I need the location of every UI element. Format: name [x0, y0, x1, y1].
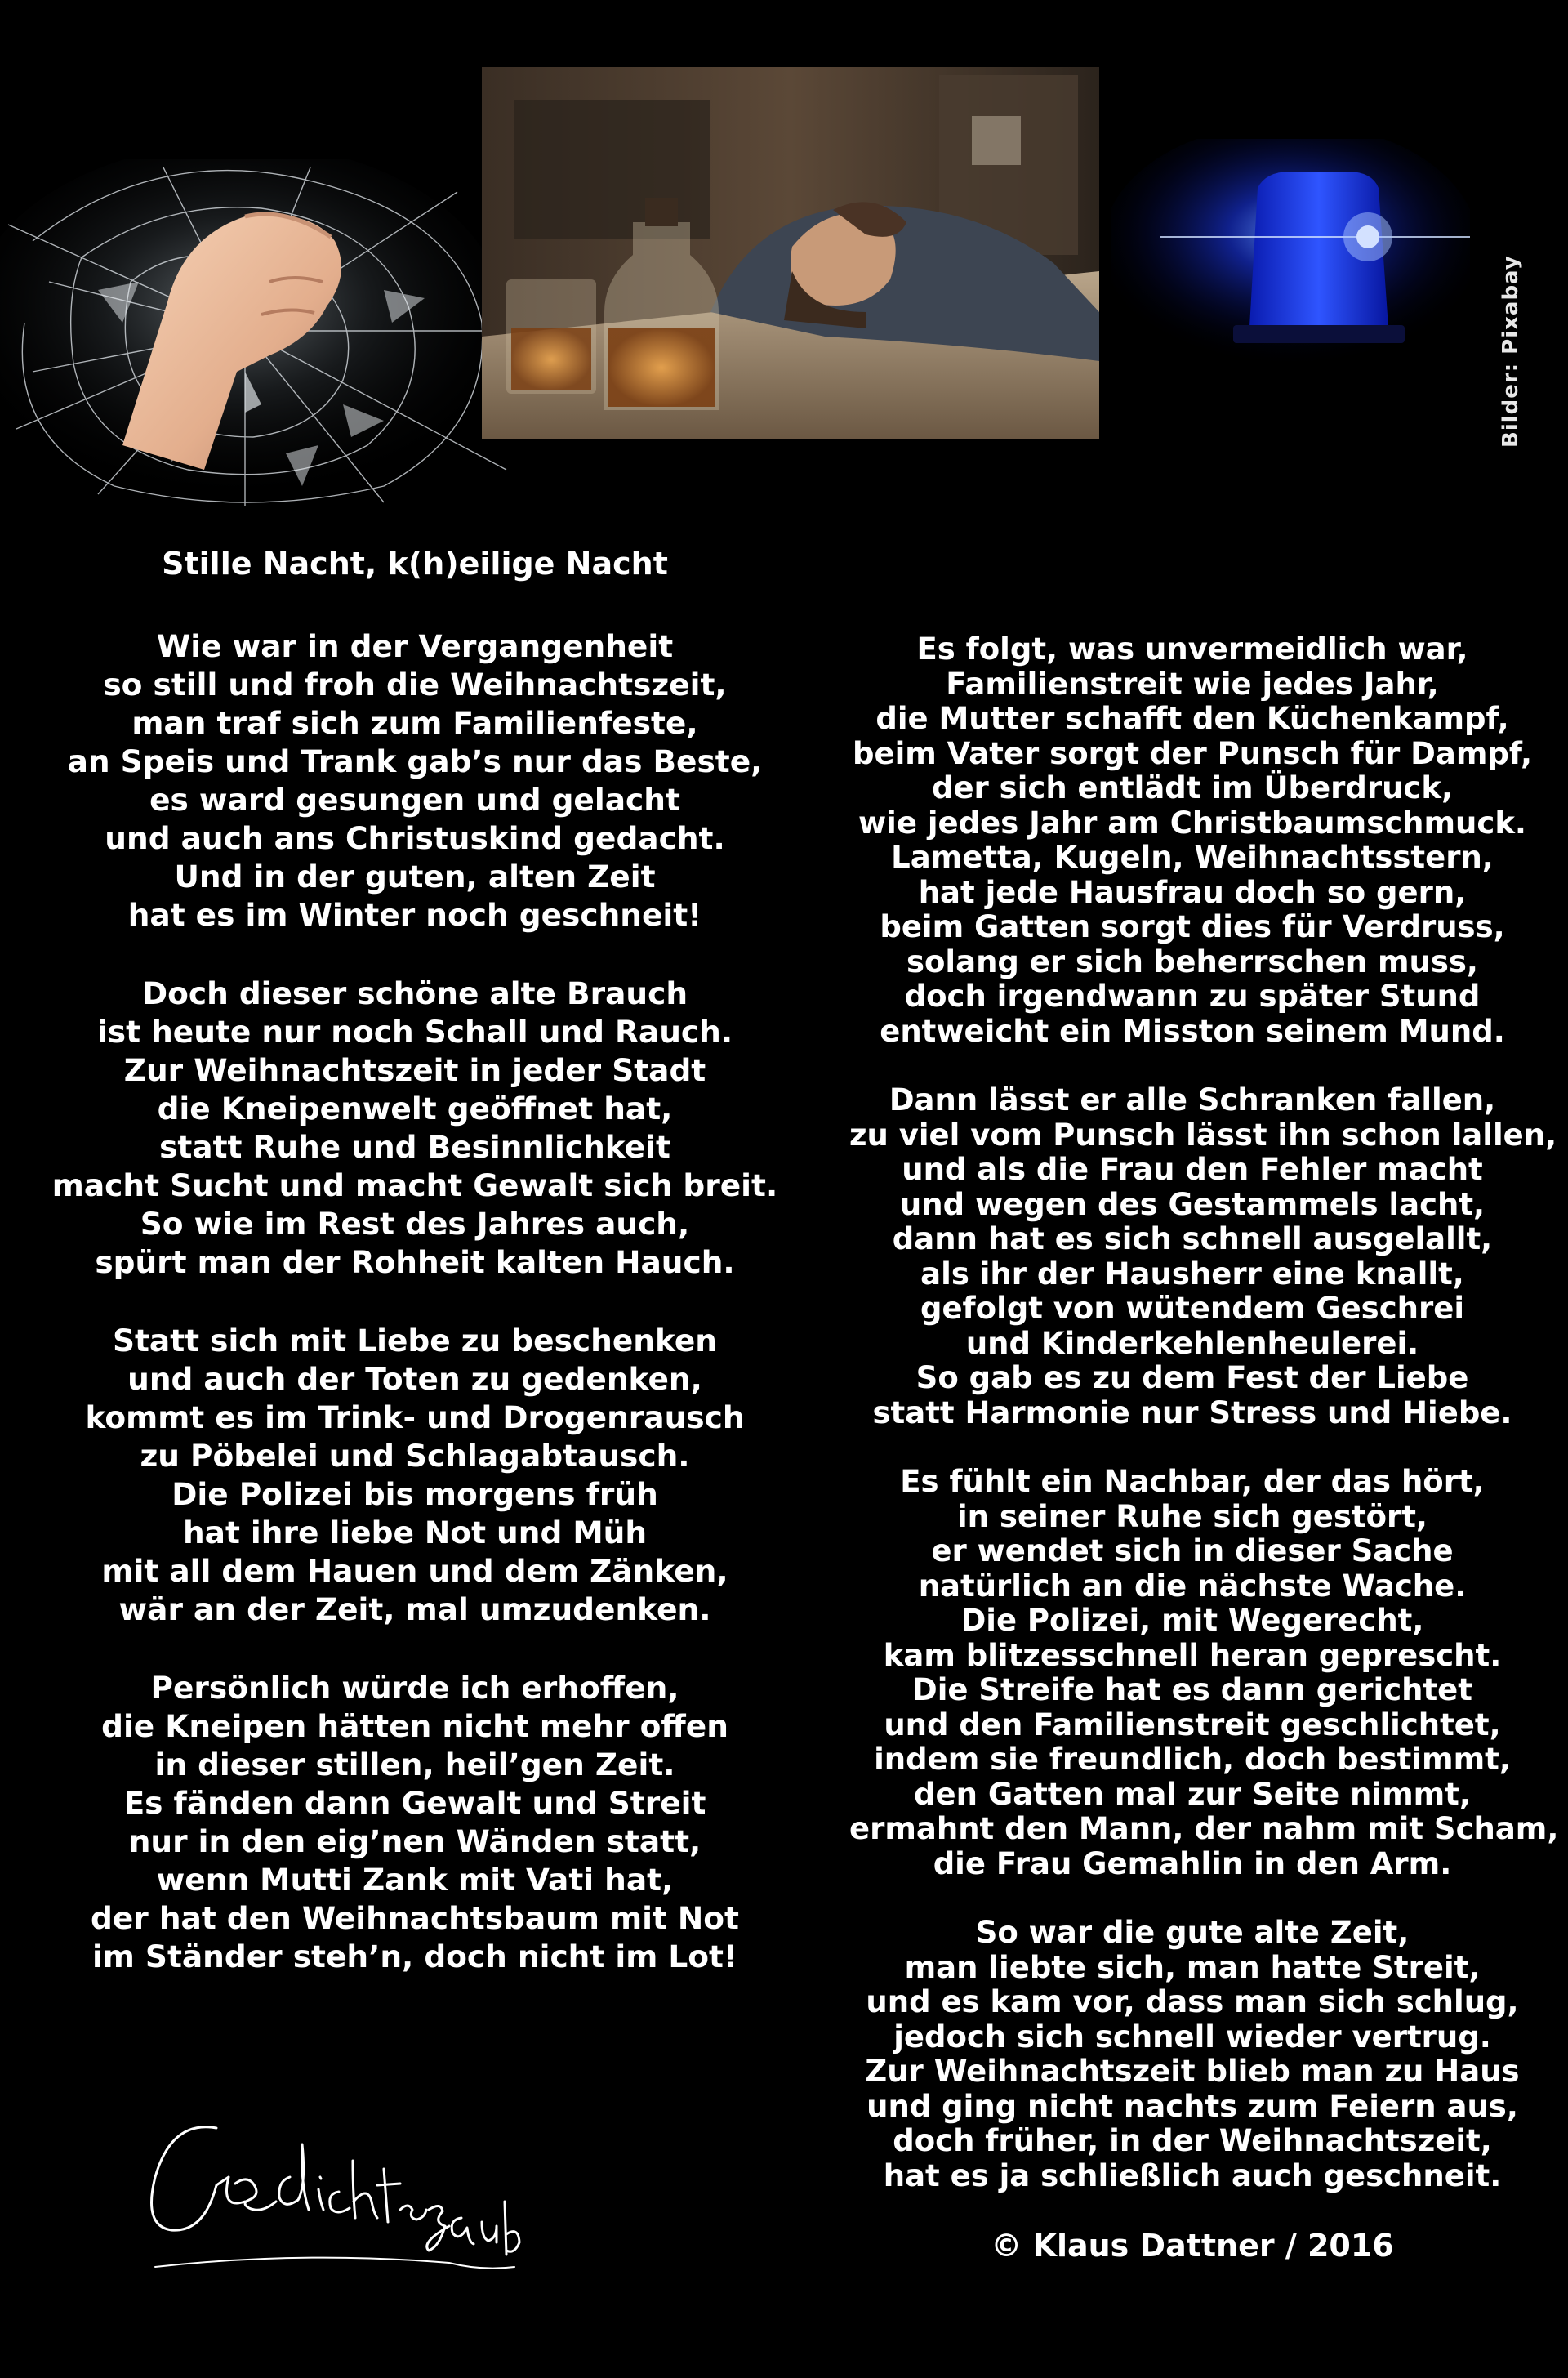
fist-breaking-glass-image [0, 159, 523, 511]
poem-line: als ihr der Hausherr eine knallt, [920, 1256, 1464, 1292]
poem-line: entweicht ein Misston seinem Mund. [880, 1013, 1505, 1049]
poem-line: und ging nicht nachts zum Feiern aus, [866, 2088, 1518, 2124]
poem-line: Dann lässt er alle Schranken fallen, [889, 1082, 1496, 1118]
poem-line: doch früher, in der Weihnachtszeit, [893, 2123, 1492, 2158]
poem-line: wie jedes Jahr am Christbaumschmuck. [858, 805, 1526, 841]
poem-line: den Gatten mal zur Seite nimmt, [914, 1776, 1471, 1812]
poem-line: und auch ans Christuskind gedacht. [105, 820, 725, 856]
poem-line: so still und froh die Weihnachtszeit, [103, 667, 727, 703]
poem-right-column [849, 631, 1559, 2264]
poem-line: im Ständer steh’n, doch nicht im Lot! [91, 1939, 738, 1974]
poem-line: indem sie freundlich, doch bestimmt, [874, 1742, 1511, 1777]
poem-title: Stille Nacht, k(h)eilige Nacht [162, 546, 668, 582]
poem-line: Wie war in der Vergangenheit [156, 628, 674, 664]
stanza [33, 627, 797, 935]
left-stanzas [33, 627, 797, 1976]
poem-line: die Mutter schafft den Küchenkampf, [875, 701, 1509, 736]
man-asleep-at-table-image [482, 67, 1099, 439]
poem-line: zu viel vom Punsch lässt ihn schon lallen, [849, 1117, 1557, 1153]
poem-line: solang er sich beherrschen muss, [906, 944, 1478, 979]
poem-line: Zur Weihnachtszeit in jeder Stadt [123, 1052, 706, 1088]
poem-line: und es kam vor, dass man sich schlug, [866, 1984, 1519, 2019]
poem-line: und den Familienstreit geschlichtet, [884, 1707, 1501, 1742]
poem-line: nur in den eig’nen Wänden statt, [128, 1823, 702, 1859]
copyright: © Klaus Dattner / 2016 [991, 2228, 1394, 2264]
poem-line: So wie im Rest des Jahres auch, [140, 1206, 690, 1242]
poem-line: man traf sich zum Familienfeste, [131, 705, 698, 741]
poem-line: Doch dieser schöne alte Brauch [141, 975, 688, 1011]
poem-line: So war die gute alte Zeit, [975, 1915, 1410, 1950]
poem-line: natürlich an die nächste Wache. [918, 1568, 1467, 1604]
poem-line: die Kneipen hätten nicht mehr offen [101, 1708, 728, 1744]
poem-line: der hat den Weihnachtsbaum mit Not [91, 1900, 739, 1936]
poem-line: Lametta, Kugeln, Weihnachtsstern, [891, 840, 1494, 875]
stanza [33, 1322, 797, 1629]
poem-line: So gab es zu dem Fest der Liebe [915, 1360, 1469, 1395]
poem-line: man liebte sich, man hatte Streit, [904, 1949, 1481, 1985]
stanza [849, 1916, 1535, 2193]
poem-line: Familienstreit wie jedes Jahr, [946, 666, 1439, 702]
stanza [849, 632, 1535, 1049]
poem-line: gefolgt von wütendem Geschrei [920, 1291, 1465, 1326]
poem-line: Es folgt, was unvermeidlich war, [916, 631, 1468, 667]
poem-line: wenn Mutti Zank mit Vati hat, [156, 1862, 674, 1898]
poem-line: ist heute nur noch Schall und Rauch. [96, 1014, 733, 1050]
poem-line: wär an der Zeit, mal umzudenken. [118, 1591, 711, 1627]
poem-line: macht Sucht und macht Gewalt sich breit. [51, 1167, 778, 1203]
poem-line: statt Harmonie nur Stress und Hiebe. [872, 1394, 1512, 1430]
poem-line: dann hat es sich schnell ausgelallt, [892, 1221, 1493, 1256]
poem-line: in seiner Ruhe sich gestört, [957, 1498, 1428, 1534]
poem-line: die Kneipenwelt geöffnet hat, [157, 1091, 673, 1127]
poem-line: statt Ruhe und Besinnlichkeit [159, 1129, 670, 1165]
poem-line: Die Polizei, mit Wegerecht, [960, 1603, 1424, 1638]
poem-line: und auch der Toten zu gedenken, [127, 1361, 702, 1397]
stanza [33, 1669, 797, 1976]
poem-line: Es fänden dann Gewalt und Streit [123, 1785, 706, 1821]
poem-line: zu Pöbelei und Schlagabtausch. [140, 1438, 690, 1474]
image-credit: Bilder: Pixabay [1499, 255, 1523, 448]
poem-line: und als die Frau den Fehler macht [902, 1152, 1483, 1187]
poem-line: kommt es im Trink- und Drogenrausch [85, 1399, 745, 1435]
poem-line: beim Vater sorgt der Punsch für Dampf, [852, 735, 1533, 771]
poem-line: und Kinderkehlenheulerei. [965, 1325, 1419, 1361]
poem-line: Statt sich mit Liebe zu beschenken [112, 1323, 718, 1359]
poem-line: Persönlich würde ich erhoffen, [150, 1670, 679, 1706]
poem-line: beim Gatten sorgt dies für Verdruss, [880, 909, 1505, 944]
poem-line: hat jede Hausfrau doch so gern, [918, 874, 1467, 910]
poem-line: Die Streife hat es dann gerichtet [912, 1672, 1472, 1707]
poem-line: spürt man der Rohheit kalten Hauch. [95, 1244, 735, 1280]
poem-line: hat ihre liebe Not und Müh [182, 1515, 648, 1550]
poem-line: es ward gesungen und gelacht [149, 782, 680, 818]
poem-line: hat es ja schließlich auch geschneit. [883, 2157, 1502, 2193]
poem-line: an Speis und Trank gab’s nur das Beste, [67, 743, 763, 779]
stanza [33, 975, 797, 1282]
poem-left-column [33, 546, 797, 2016]
poem-line: die Frau Gemahlin in den Arm. [933, 1845, 1452, 1881]
stanza [849, 1082, 1557, 1430]
poem-line: jedoch sich schnell wieder vertrug. [893, 2019, 1491, 2055]
poem-line: Die Polizei bis morgens früh [172, 1476, 658, 1512]
poem-line: er wendet sich in dieser Sache [931, 1533, 1454, 1568]
poem-line: doch irgendwann zu später Stund [904, 979, 1481, 1014]
blue-police-siren-image [1111, 139, 1470, 384]
poem-line: ermahnt den Mann, der nahm mit Scham, [849, 1811, 1559, 1846]
poem-line: Und in der guten, alten Zeit [174, 859, 656, 895]
poem-line: Es fühlt ein Nachbar, der das hört, [900, 1464, 1485, 1499]
right-stanzas [849, 631, 1559, 2193]
stanza [849, 1464, 1559, 1881]
poem-line: hat es im Winter noch geschneit! [127, 897, 702, 933]
gedichtezauber-signature-logo [139, 2087, 523, 2291]
poem-line: kam blitzesschnell heran geprescht. [883, 1637, 1502, 1673]
poem-line: der sich entlädt im Überdruck, [931, 770, 1454, 805]
poem-line: mit all dem Hauen und dem Zänken, [101, 1553, 728, 1589]
poem-line: in dieser stillen, heil’gen Zeit. [154, 1747, 675, 1782]
poem-line: und wegen des Gestammels lacht, [899, 1186, 1486, 1222]
poem-line: Zur Weihnachtszeit blieb man zu Haus [865, 2054, 1520, 2089]
